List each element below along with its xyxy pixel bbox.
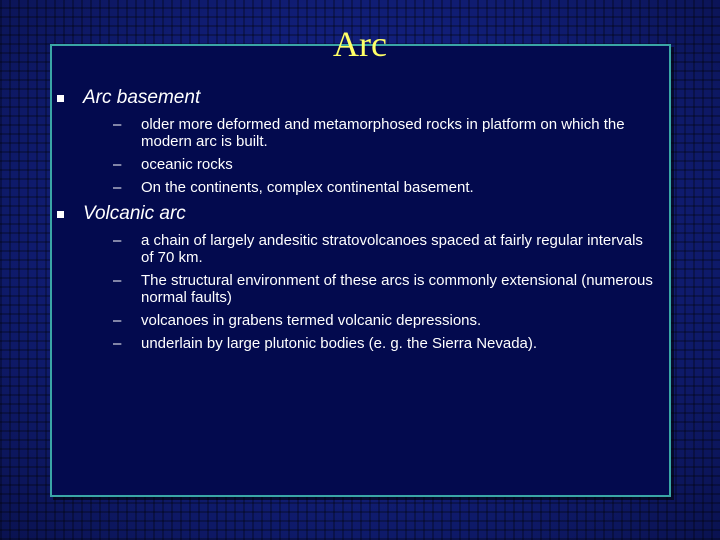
bullet-label: Arc basement xyxy=(83,87,201,108)
square-bullet-icon xyxy=(57,95,64,102)
bullet-volcanic-arc xyxy=(56,202,656,352)
sub-item-text: oceanic rocks xyxy=(141,156,233,173)
square-bullet-icon xyxy=(57,211,64,218)
sub-item-text: a chain of largely andesitic stratovolcanoes spaced at fairly regular intervals of 70 km. xyxy=(141,232,643,266)
sub-item-text: older more deformed and metamorphosed rocks in platform on which the modern arc is built. xyxy=(141,116,625,150)
dash-icon: – xyxy=(113,272,122,289)
sub-item xyxy=(83,156,656,173)
dash-icon: – xyxy=(113,156,122,173)
sub-item-text: The structural environment of these arcs is commonly extensional (numerous normal faults) xyxy=(141,272,653,306)
bullet-label: Volcanic arc xyxy=(83,203,186,224)
sub-list xyxy=(83,116,656,196)
sub-item xyxy=(83,116,656,150)
sub-item xyxy=(83,335,656,352)
dash-icon: – xyxy=(113,179,122,196)
dash-icon: – xyxy=(113,312,122,329)
sub-item xyxy=(83,312,656,329)
sub-list xyxy=(83,232,656,352)
sub-item-text: On the continents, complex continental basement. xyxy=(141,179,474,196)
bullet-list xyxy=(56,86,656,358)
sub-item xyxy=(83,232,656,266)
sub-item-text: volcanoes in grabens termed volcanic depressions. xyxy=(141,312,482,329)
dash-icon: – xyxy=(113,232,122,249)
slide-title: Arc xyxy=(333,24,387,64)
sub-item xyxy=(83,179,656,196)
bullet-arc-basement xyxy=(56,86,656,196)
dash-icon: – xyxy=(113,335,122,352)
sub-item-text: underlain by large plutonic bodies (e. g. the Sierra Nevada). xyxy=(141,335,538,352)
dash-icon: – xyxy=(113,116,122,133)
sub-item xyxy=(83,272,656,306)
